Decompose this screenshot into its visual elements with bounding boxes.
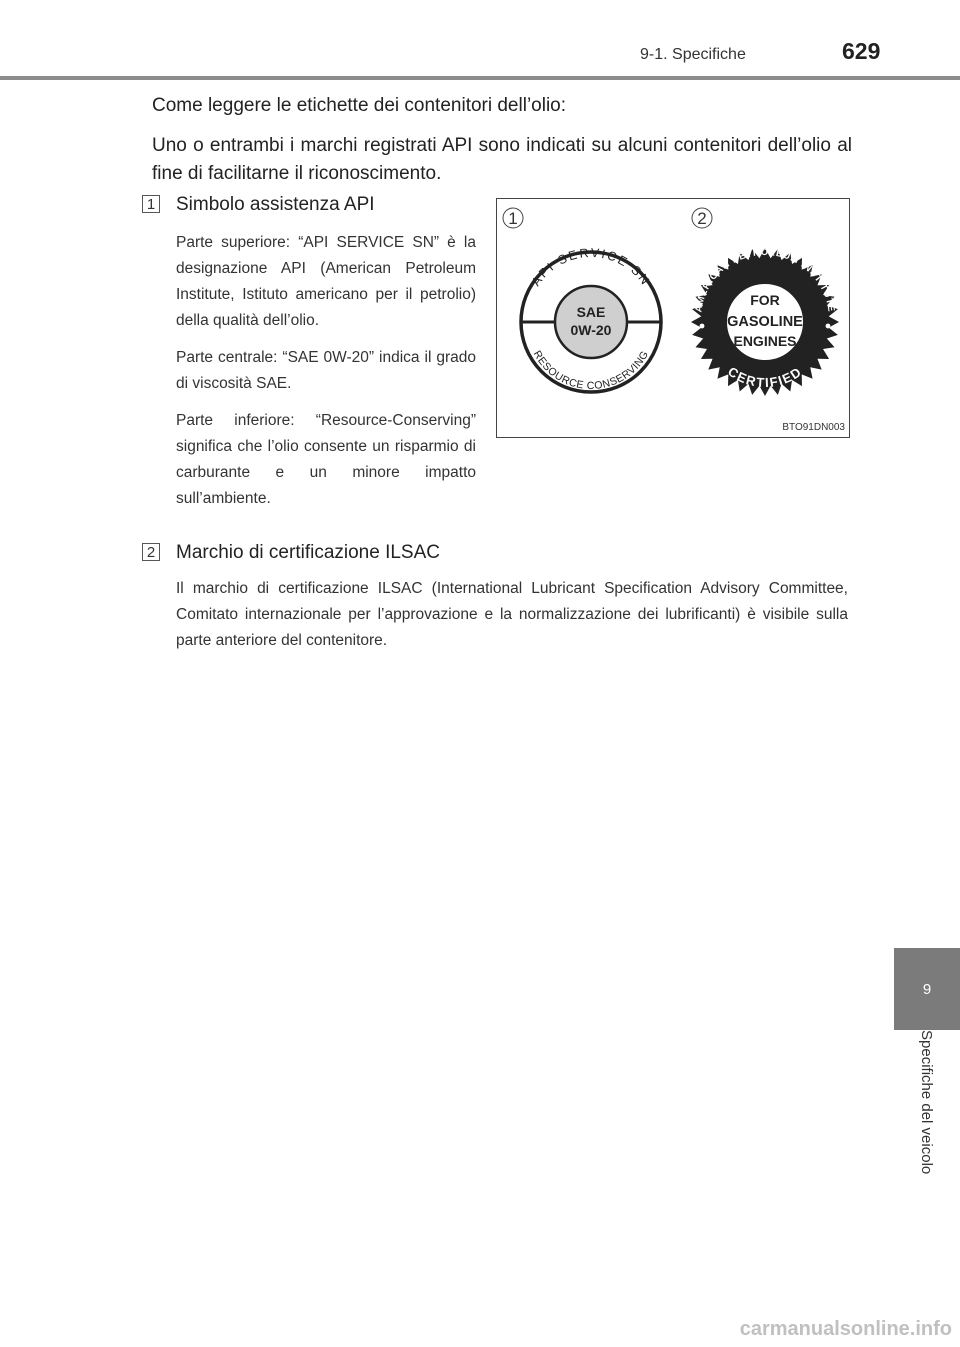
starburst-center-line1: FOR (750, 292, 780, 308)
intro-paragraph: Uno o entrambi i marchi registrati API sono indicati su alcuni contenitori dell’olio al fine di facilitarne il riconoscimento. (152, 135, 852, 184)
callout-2-label: 2 (697, 209, 707, 228)
chapter-number: 9 (922, 980, 932, 998)
starburst-bottom-text: CERTIFIED (725, 363, 805, 391)
item-paragraph: Parte inferiore: “Resource-Conserving” significa che l’olio consente un risparmio di carburante e un minore impatto sull’ambiente. (176, 412, 476, 507)
item-paragraph: Parte centrale: “SAE 0W-20” indica il grado di viscosità SAE. (176, 349, 476, 392)
donut-center-line1: SAE (576, 304, 606, 320)
starburst-top-text: AMERICAN PETROLEUM INSTITUTE (693, 246, 837, 314)
chapter-label-box (894, 1030, 960, 1210)
intro-block (152, 92, 852, 188)
item-number-badge: 1 (142, 195, 160, 213)
header-rule (0, 76, 960, 80)
page-header (0, 0, 960, 80)
item-paragraph: Parte superiore: “API SERVICE SN” è la designazione API (American Petroleum Institute, Istituto americano per il petrolio) della qualità dell’olio. (176, 234, 476, 329)
oil-label-figure (496, 198, 850, 438)
oil-label-illustration (497, 199, 849, 437)
item-title: Simbolo assistenza API (176, 194, 375, 215)
starburst-center-line3: ENGINES (733, 333, 797, 349)
callout-1-label: 1 (508, 209, 518, 228)
item-number-badge: 2 (142, 543, 160, 561)
item-description (176, 230, 476, 523)
chapter-tab (894, 948, 960, 1030)
chapter-label: Specifiche del veicolo (918, 1030, 935, 1175)
callout-1 (503, 208, 523, 228)
item-description (176, 576, 848, 654)
ilsac-starburst (691, 247, 839, 396)
intro-heading: Come leggere le etichette dei contenitori dell’olio: (152, 95, 567, 116)
donut-top-text: API SERVICE SN (528, 245, 654, 289)
starburst-center-line2: GASOLINE (727, 314, 803, 330)
api-service-donut (521, 246, 661, 392)
donut-center-line2: 0W-20 (570, 322, 612, 338)
section-title: 9-1. Specifiche (640, 46, 746, 63)
donut-bottom-text: RESOURCE CONSERVING (530, 348, 652, 393)
callout-2 (692, 208, 712, 228)
figure-code: BTO91DN003 (782, 422, 845, 433)
watermark: carmanualsonline.info (739, 1318, 952, 1340)
page-number: 629 (842, 38, 881, 64)
item-paragraph: Il marchio di certificazione ILSAC (International Lubricant Specification Advisory Committee, Comitato internazionale per l’approvazione e la normalizzazione dei lubrificanti) è visibile sulla parte anteriore del contenitore. (176, 580, 848, 649)
item-title: Marchio di certificazione ILSAC (176, 542, 440, 563)
